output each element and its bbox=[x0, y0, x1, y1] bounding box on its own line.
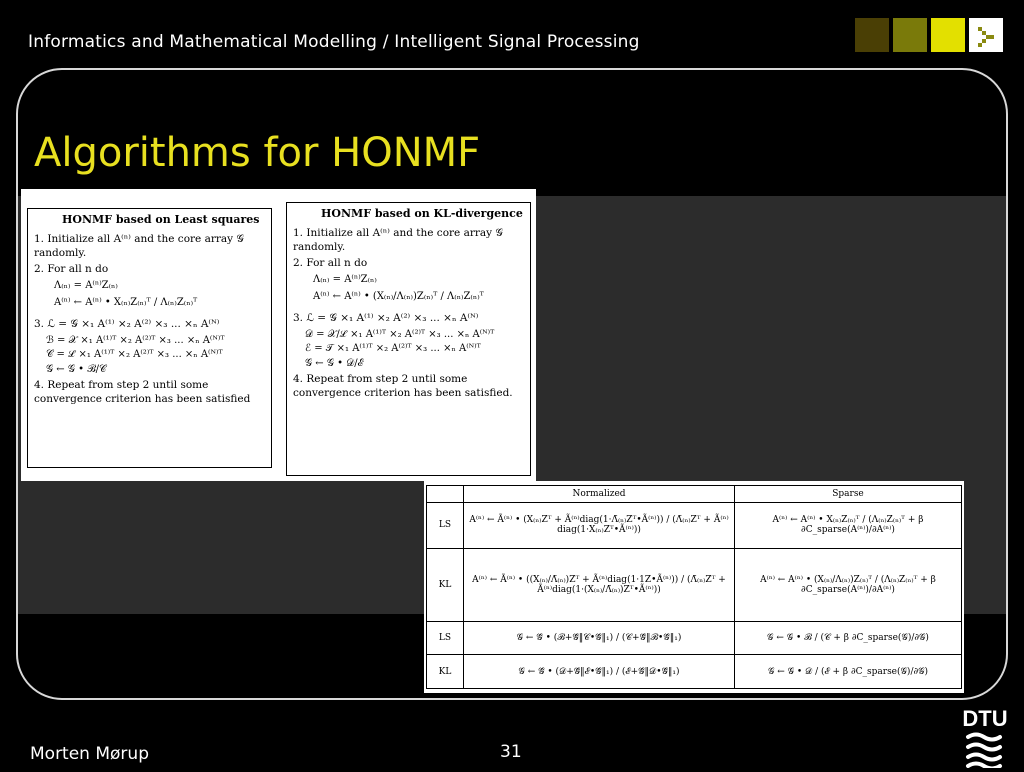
ls-step3c: 𝒞 = ℒ ×₁ A⁽¹⁾ᵀ ×₂ A⁽²⁾ᵀ ×₃ ... ×ₙ A⁽ᴺ⁾ᵀ bbox=[46, 349, 223, 361]
brand-square-olive bbox=[893, 18, 927, 52]
kl-box-title: HONMF based on KL-divergence bbox=[321, 207, 523, 220]
ls-step4: 4. Repeat from step 2 until some convergence criterion has been satisfied bbox=[34, 379, 251, 406]
update-rules-table bbox=[426, 485, 962, 689]
row-label-kl: KL bbox=[427, 548, 464, 621]
kl-eq1: Λ₍ₙ₎ = A⁽ⁿ⁾Z₍ₙ₎ bbox=[313, 274, 377, 286]
cell-core-ls-normalized: 𝒢 ← 𝒢̃ • (ℬ+𝒢̃‖𝒞•𝒢̃‖₁) / (𝒞+𝒢̃‖ℬ•𝒢̃‖₁) bbox=[464, 622, 735, 655]
kl-step3c: ℰ = 𝒯 ×₁ A⁽¹⁾ᵀ ×₂ A⁽²⁾ᵀ ×₃ ... ×ₙ A⁽ᴺ⁾ᵀ bbox=[305, 343, 481, 355]
footer-author: Morten Mørup bbox=[30, 744, 149, 764]
cell-core-kl-normalized: 𝒢 ← 𝒢̃ • (𝒟+𝒢̃‖ℰ•𝒢̃‖₁) / (ℰ+𝒢̃‖𝒟•𝒢̃‖₁) bbox=[464, 655, 735, 689]
ls-box-title: HONMF based on Least squares bbox=[62, 213, 260, 226]
ls-eq1: Λ₍ₙ₎ = A⁽ⁿ⁾Z₍ₙ₎ bbox=[54, 280, 118, 292]
brand-square-yellow bbox=[931, 18, 965, 52]
kl-step3d: 𝒢 ← 𝒢 • 𝒟/ℰ bbox=[305, 357, 364, 369]
update-rules-table-image bbox=[424, 481, 964, 693]
row-label-kl-core: KL bbox=[427, 655, 464, 689]
ls-step2: 2. For all n do bbox=[34, 263, 109, 276]
dtu-logo bbox=[962, 704, 1008, 768]
col-header-normalized: Normalized bbox=[464, 486, 735, 503]
table-corner-cell bbox=[427, 486, 464, 503]
ls-step1: 1. Initialize all A⁽ⁿ⁾ and the core array 𝒢 randomly. bbox=[34, 232, 244, 260]
dtu-logo-text: DTU bbox=[962, 706, 1008, 731]
slide-title: Algorithms for HONMF bbox=[34, 130, 481, 176]
row-label-ls-core: LS bbox=[427, 622, 464, 655]
kl-step1: 1. Initialize all A⁽ⁿ⁾ and the core array 𝒢 randomly. bbox=[293, 226, 503, 254]
cell-kl-normalized: A⁽ⁿ⁾ ← Ã⁽ⁿ⁾ • ((X₍ₙ₎/Λ̃₍ₙ₎)Zᵀ + Ã⁽ⁿ⁾diag(1·1Z•Ã⁽ⁿ⁾)) / (Λ̃₍ₙ₎Zᵀ + Ã⁽ⁿ⁾diag(1·(X₍ₙ₎/Λ̃₍ₙ₎)Zᵀ•Ã⁽ⁿ⁾)) bbox=[464, 548, 735, 621]
kl-eq2: A⁽ⁿ⁾ ← A⁽ⁿ⁾ • (X₍ₙ₎/Λ₍ₙ₎)Z₍ₙ₎ᵀ / Λ₍ₙ₎Z₍ₙ₎ᵀ bbox=[313, 290, 484, 302]
cell-kl-sparse: A⁽ⁿ⁾ ← A⁽ⁿ⁾ • (X₍ₙ₎/Λ₍ₙ₎)Z₍ₙ₎ᵀ / (Λ₍ₙ₎Z₍ₙ₎ᵀ + β ∂C_sparse(A⁽ⁿ⁾)/∂A⁽ⁿ⁾) bbox=[735, 548, 962, 621]
ls-step3a: 3. ℒ = 𝒢 ×₁ A⁽¹⁾ ×₂ A⁽²⁾ ×₃ ... ×ₙ A⁽ᴺ⁾ bbox=[34, 318, 220, 331]
kl-step4: 4. Repeat from step 2 until some convergence criterion has been satisfied. bbox=[293, 373, 513, 400]
cell-ls-sparse: A⁽ⁿ⁾ ← A⁽ⁿ⁾ • X₍ₙ₎Z₍ₙ₎ᵀ / (Λ₍ₙ₎Z₍ₙ₎ᵀ + β ∂C_sparse(A⁽ⁿ⁾)/∂A⁽ⁿ⁾) bbox=[735, 502, 962, 548]
brand-squares bbox=[855, 18, 1003, 52]
cell-core-kl-sparse: 𝒢 ← 𝒢 • 𝒟 / (ℰ + β ∂C_sparse(𝒢)/∂𝒢) bbox=[735, 655, 962, 689]
cell-ls-normalized: A⁽ⁿ⁾ ← Ã⁽ⁿ⁾ • (X₍ₙ₎Zᵀ + Ã⁽ⁿ⁾diag(1·Λ̃₍ₙ₎Zᵀ•Ã⁽ⁿ⁾)) / (Λ̃₍ₙ₎Zᵀ + Ã⁽ⁿ⁾diag(1·X₍ₙ₎Zᵀ•Ã⁽ⁿ⁾)) bbox=[464, 502, 735, 548]
brand-square-dark bbox=[855, 18, 889, 52]
kl-step2: 2. For all n do bbox=[293, 257, 368, 270]
page-number: 31 bbox=[500, 742, 522, 762]
cell-core-ls-sparse: 𝒢 ← 𝒢 • ℬ / (𝒞 + β ∂C_sparse(𝒢)/∂𝒢) bbox=[735, 622, 962, 655]
header-text: Informatics and Mathematical Modelling / Intelligent Signal Processing bbox=[28, 32, 640, 52]
kl-algorithm-box bbox=[286, 202, 531, 476]
kl-step3a: 3. ℒ = 𝒢 ×₁ A⁽¹⁾ ×₂ A⁽²⁾ ×₃ ... ×ₙ A⁽ᴺ⁾ bbox=[293, 312, 479, 325]
kl-step3b: 𝒟 = 𝒳/ℒ ×₁ A⁽¹⁾ᵀ ×₂ A⁽²⁾ᵀ ×₃ ... ×ₙ A⁽ᴺ⁾ᵀ bbox=[305, 328, 495, 340]
row-label-ls: LS bbox=[427, 502, 464, 548]
ls-step3b: ℬ = 𝒳 ×₁ A⁽¹⁾ᵀ ×₂ A⁽²⁾ᵀ ×₃ ... ×ₙ A⁽ᴺ⁾ᵀ bbox=[46, 334, 225, 346]
algorithm-boxes-image bbox=[21, 189, 536, 481]
ls-eq2: A⁽ⁿ⁾ ← A⁽ⁿ⁾ • X₍ₙ₎Z₍ₙ₎ᵀ / Λ₍ₙ₎Z₍ₙ₎ᵀ bbox=[54, 296, 198, 308]
col-header-sparse: Sparse bbox=[735, 486, 962, 503]
ls-algorithm-box bbox=[27, 208, 272, 468]
arrow-icon bbox=[969, 18, 1003, 52]
ls-step3d: 𝒢 ← 𝒢 • ℬ/𝒞 bbox=[46, 363, 107, 375]
